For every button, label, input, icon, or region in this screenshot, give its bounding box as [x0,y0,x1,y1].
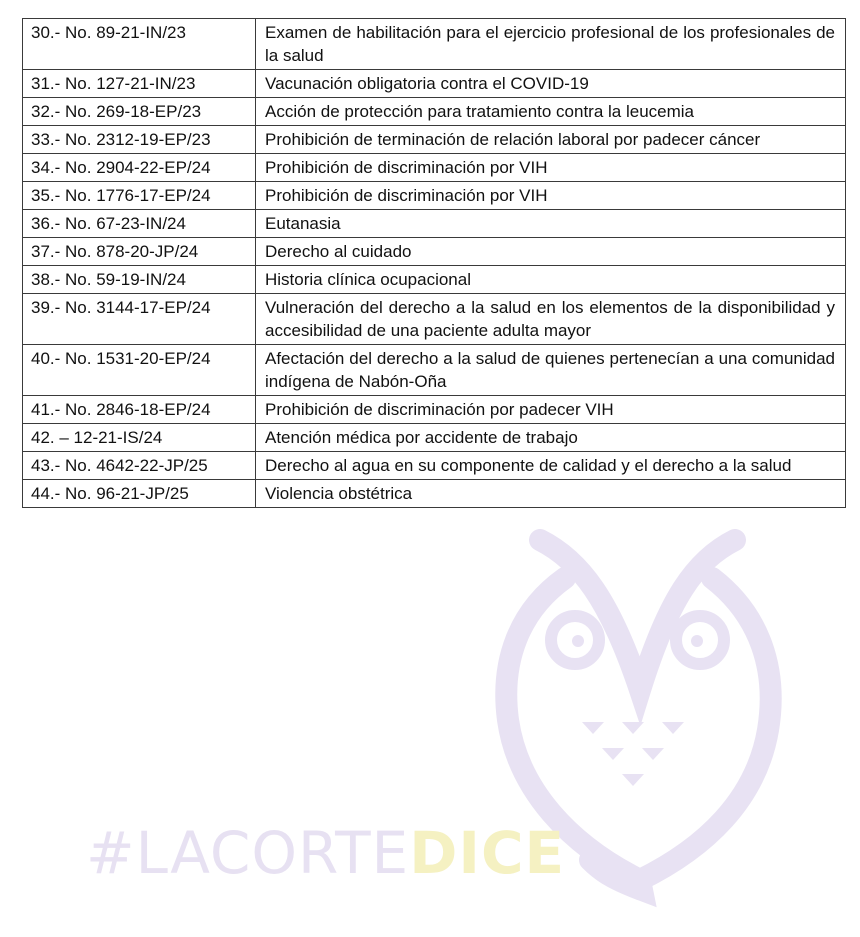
case-number: 42. – 12-21-IS/24 [23,424,256,452]
case-number: 44.- No. 96-21-JP/25 [23,480,256,508]
case-title: Acción de protección para tratamiento contra la leucemia [256,98,846,126]
case-title: Prohibición de discriminación por VIH [256,182,846,210]
case-title: Atención médica por accidente de trabajo [256,424,846,452]
table-row [23,266,846,294]
table-row [23,345,846,396]
table-row [23,19,846,70]
table-row [23,126,846,154]
case-number: 39.- No. 3144-17-EP/24 [23,294,256,345]
table-row [23,154,846,182]
case-title: Prohibición de terminación de relación laboral por padecer cáncer [256,126,846,154]
case-title: Eutanasia [256,210,846,238]
watermark-text-dice: DICE [409,819,566,887]
case-number: 31.- No. 127-21-IN/23 [23,70,256,98]
table-row [23,98,846,126]
case-number: 36.- No. 67-23-IN/24 [23,210,256,238]
case-title: Derecho al agua en su componente de calidad y el derecho a la salud [256,452,846,480]
watermark-hashtag [86,819,566,887]
table-row [23,294,846,345]
case-number: 33.- No. 2312-19-EP/23 [23,126,256,154]
case-number: 35.- No. 1776-17-EP/24 [23,182,256,210]
case-title: Historia clínica ocupacional [256,266,846,294]
table-row [23,238,846,266]
table-row [23,396,846,424]
case-number: 38.- No. 59-19-IN/24 [23,266,256,294]
table-row [23,182,846,210]
case-number: 32.- No. 269-18-EP/23 [23,98,256,126]
case-title: Prohibición de discriminación por padecer VIH [256,396,846,424]
table-row [23,424,846,452]
case-title: Vacunación obligatoria contra el COVID-19 [256,70,846,98]
table-row [23,210,846,238]
case-number: 37.- No. 878-20-JP/24 [23,238,256,266]
case-title: Vulneración del derecho a la salud en los elementos de la disponibilidad y accesibilidad de una paciente adulta mayor [256,294,846,345]
case-title: Prohibición de discriminación por VIH [256,154,846,182]
table-row [23,452,846,480]
case-title: Violencia obstétrica [256,480,846,508]
table-row [23,70,846,98]
case-number: 43.- No. 4642-22-JP/25 [23,452,256,480]
case-number: 41.- No. 2846-18-EP/24 [23,396,256,424]
case-number: 30.- No. 89-21-IN/23 [23,19,256,70]
case-number: 34.- No. 2904-22-EP/24 [23,154,256,182]
cases-table [22,18,846,508]
case-title: Examen de habilitación para el ejercicio profesional de los profesionales de la salud [256,19,846,70]
table-row [23,480,846,508]
case-number: 40.- No. 1531-20-EP/24 [23,345,256,396]
case-title: Afectación del derecho a la salud de quienes pertenecían a una comunidad indígena de Nabón-Oña [256,345,846,396]
watermark-text-lacorte: #LACORTE [86,819,410,887]
case-title: Derecho al cuidado [256,238,846,266]
